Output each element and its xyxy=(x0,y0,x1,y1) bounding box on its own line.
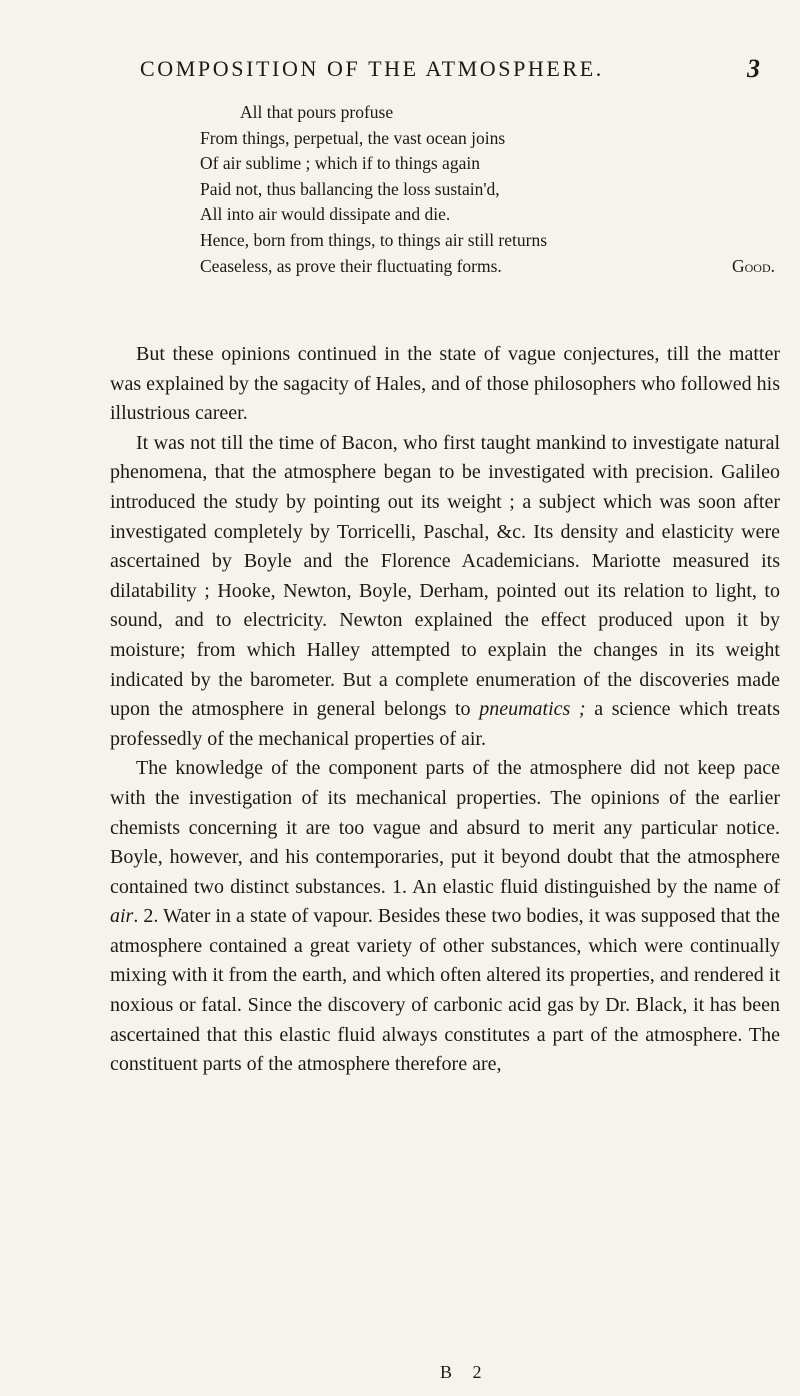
paragraph-2 xyxy=(110,429,780,755)
verse-line: Of air sublime ; which if to things again xyxy=(200,153,480,174)
paragraph-3 xyxy=(110,754,780,1080)
page-number: 3 xyxy=(747,54,760,83)
paragraph-2-text-end: a science which treats professedly of the mechanical properties of air. xyxy=(110,698,780,750)
verse-quotation xyxy=(200,100,775,279)
verse-line: From things, perpetual, the vast ocean joins xyxy=(200,127,506,148)
body-text xyxy=(110,340,780,1080)
paragraph-3-text: The knowledge of the component parts of the atmosphere did not keep pace with the investigation of its mechanical properties. The opinions of the earlier chemists concerning it are too vague and absurd to merit any particular notice. Boyle, however, and his contemporaries, put it beyond doubt that the atmosphere contained two distinct substances. 1. An elastic fluid distinguished by the name of xyxy=(110,757,780,898)
paragraph-2-text: It was not till the time of Bacon, who first taught mankind to investigate natural phenomena, that the atmosphere began to be investigated with precision. Galileo introduced the study by pointing out its weight ; a subject which was soon after investigated completely by Torricelli, Paschal, &c. Its density and elasticity were ascertained by Boyle and the Florence Academicians. Mariotte measured its dilatability ; Hooke, Newton, Boyle, Derham, pointed out its relation to light, to sound, and to electricity. Newton explained the effect produced upon it by moisture; from which Halley attempted to explain the changes in its weight indicated by the barometer. But a complete enumeration of the discoveries made upon the atmosphere in general belongs to xyxy=(110,431,780,721)
verse-line: All into air would dissipate and die. xyxy=(200,204,451,225)
verse-line: All that pours profuse xyxy=(240,102,394,122)
paragraph-3-italic: air xyxy=(110,905,134,928)
verse-line: Ceaseless, as prove their fluctuating forms. xyxy=(200,255,502,276)
paragraph-3-text-end: . 2. Water in a state of vapour. Besides these two bodies, it was supposed that the atmosphere contained a great variety of other substances, which were continually mixing with it from the earth, and which often altered its properties, and rendered it noxious or fatal. Since the discovery of carbonic acid gas by Dr. Black, it has been ascertained that this elastic fluid always constitutes a part of the atmosphere. The constituent parts of the atmosphere therefore are, xyxy=(110,905,780,1076)
paragraph-1: But these opinions continued in the state of vague conjectures, till the matter was explained by the sagacity of Hales, and of those philosophers who followed his illustrious career. xyxy=(110,343,780,425)
paragraph-2-italic: pneumatics ; xyxy=(479,698,586,721)
verse-line: Paid not, thus ballancing the loss sustain'd, xyxy=(200,178,500,199)
signature-mark: B 2 xyxy=(440,1362,490,1382)
running-title: COMPOSITION OF THE ATMOSPHERE. xyxy=(140,56,604,81)
verse-attribution: Good. xyxy=(731,255,775,276)
verse-line: Hence, born from things, to things air still returns xyxy=(200,229,548,250)
running-head xyxy=(70,56,760,86)
verse-last-row xyxy=(200,254,775,280)
